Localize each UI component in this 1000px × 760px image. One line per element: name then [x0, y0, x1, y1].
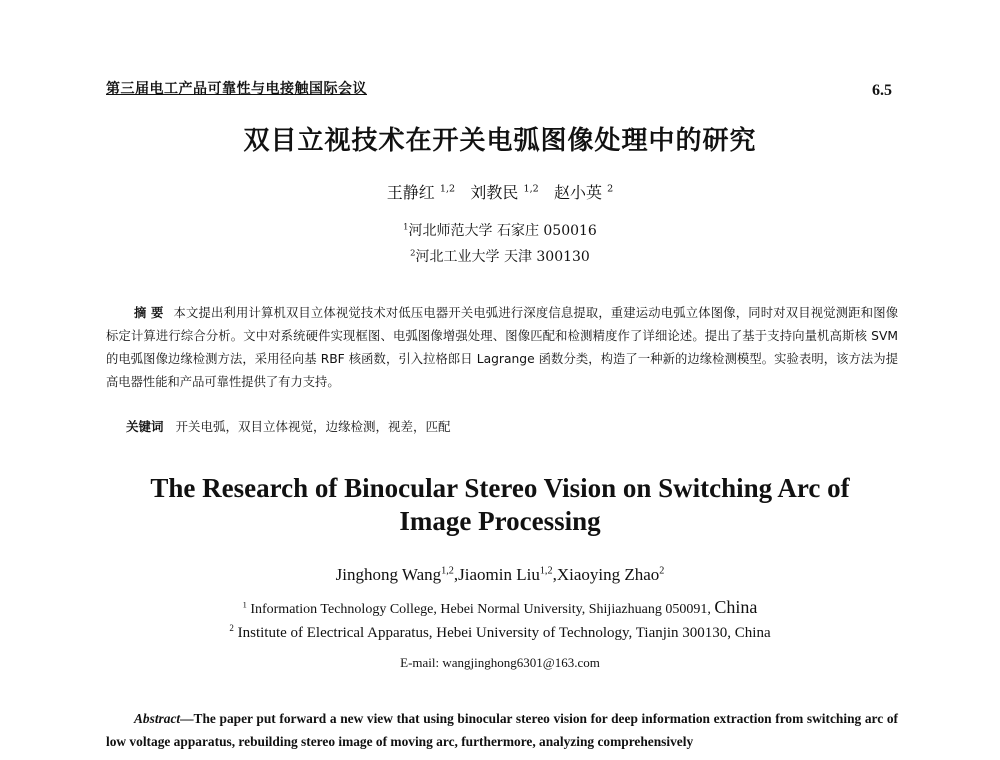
- author-name: Jiaomin Liu: [458, 565, 540, 584]
- author-name: 赵小英: [554, 183, 603, 202]
- affiliation-mark: 2: [410, 247, 416, 258]
- chinese-abstract: [106, 302, 898, 394]
- author-name: Xiaoying Zhao: [556, 565, 660, 584]
- affiliation-text: 河北师范大学 石家庄 050016: [408, 223, 597, 239]
- abstract-label: 摘 要: [134, 306, 164, 320]
- english-abstract: [106, 707, 898, 753]
- affiliation-text: 河北工业大学 天津 300130: [415, 249, 590, 265]
- section-number: 6.5: [872, 82, 892, 99]
- conference-running-head: 第三届电工产品可靠性与电接触国际会议: [106, 81, 367, 97]
- author-name: 王静红: [386, 183, 435, 202]
- chinese-title: 双目立视技术在开关电弧图像处理中的研究: [243, 126, 757, 156]
- chinese-author-list: [0, 180, 1000, 203]
- author-name: Jinghong Wang: [335, 565, 442, 584]
- abstract-label: Abstract: [134, 711, 181, 726]
- affiliation-mark: 1: [242, 600, 247, 610]
- english-affiliation: [0, 625, 1000, 642]
- chinese-affiliation: [0, 246, 1000, 266]
- affiliation-text: Information Technology College, Hebei Normal University, Shijiazhuang 050091,: [250, 602, 711, 617]
- contact-email: E-mail: wangjinghong6301@163.com: [400, 655, 600, 670]
- chinese-affiliation: [0, 220, 1000, 240]
- author-affiliation-mark: 2: [659, 565, 665, 577]
- author-affiliation-mark: 2: [607, 183, 614, 195]
- abstract-text: 本文提出利用计算机双目立体视觉技术对低压电器开关电弧进行深度信息提取，重建运动电弧立体图像，同时对双目视觉测距和图像标定计算进行综合分析。文中对系统硬件实现框图、电弧图像增强处理、图像匹配和检测精度作了详细论述。提出了基于支持向量机高斯核 SVM 的电弧图像边缘检测方法，采用径向基 RBF 核函数，引入拉格郎日 Lagrange 函数分类，构造了一种新的边缘检测模型。实验表明，该方法为提高电器性能和产品可靠性提供了有力支持。: [106, 306, 899, 389]
- english-author-list: Jinghong Wang$^{1,2}$,Jiaomin Liu$^{1,2}$,Xiaoying Zhao$^2$: [335, 565, 665, 584]
- affiliation-country: China: [714, 597, 758, 617]
- author-affiliation-mark: 1,2: [539, 565, 553, 577]
- keywords-text: 开关电弧，双目立体视觉，边缘检测，视差，匹配: [175, 419, 451, 434]
- keywords-label: 关键词: [126, 419, 164, 434]
- author-affiliation-mark: 1,2: [441, 565, 454, 577]
- english-title: The Research of Binocular Stereo Vision on Switching Arc of Image Processing: [150, 473, 850, 536]
- chinese-keywords: [126, 417, 451, 435]
- affiliation-mark: 1: [403, 221, 409, 232]
- affiliation-mark: 2: [229, 623, 234, 633]
- author-affiliation-mark: 1,2: [523, 183, 539, 195]
- affiliation-text: Institute of Electrical Apparatus, Hebei University of Technology, Tianjin 300130, China: [237, 625, 771, 641]
- author-name: 刘教民: [470, 183, 519, 202]
- author-affiliation-mark: 1,2: [439, 183, 456, 195]
- english-affiliation: [0, 597, 1000, 618]
- abstract-text: —The paper put forward a new view that using binocular stereo vision for deep information extraction from switching arc of low voltage apparatus, rebuilding stereo image of moving arc, furthermore, analyzing comprehensively: [106, 711, 898, 749]
